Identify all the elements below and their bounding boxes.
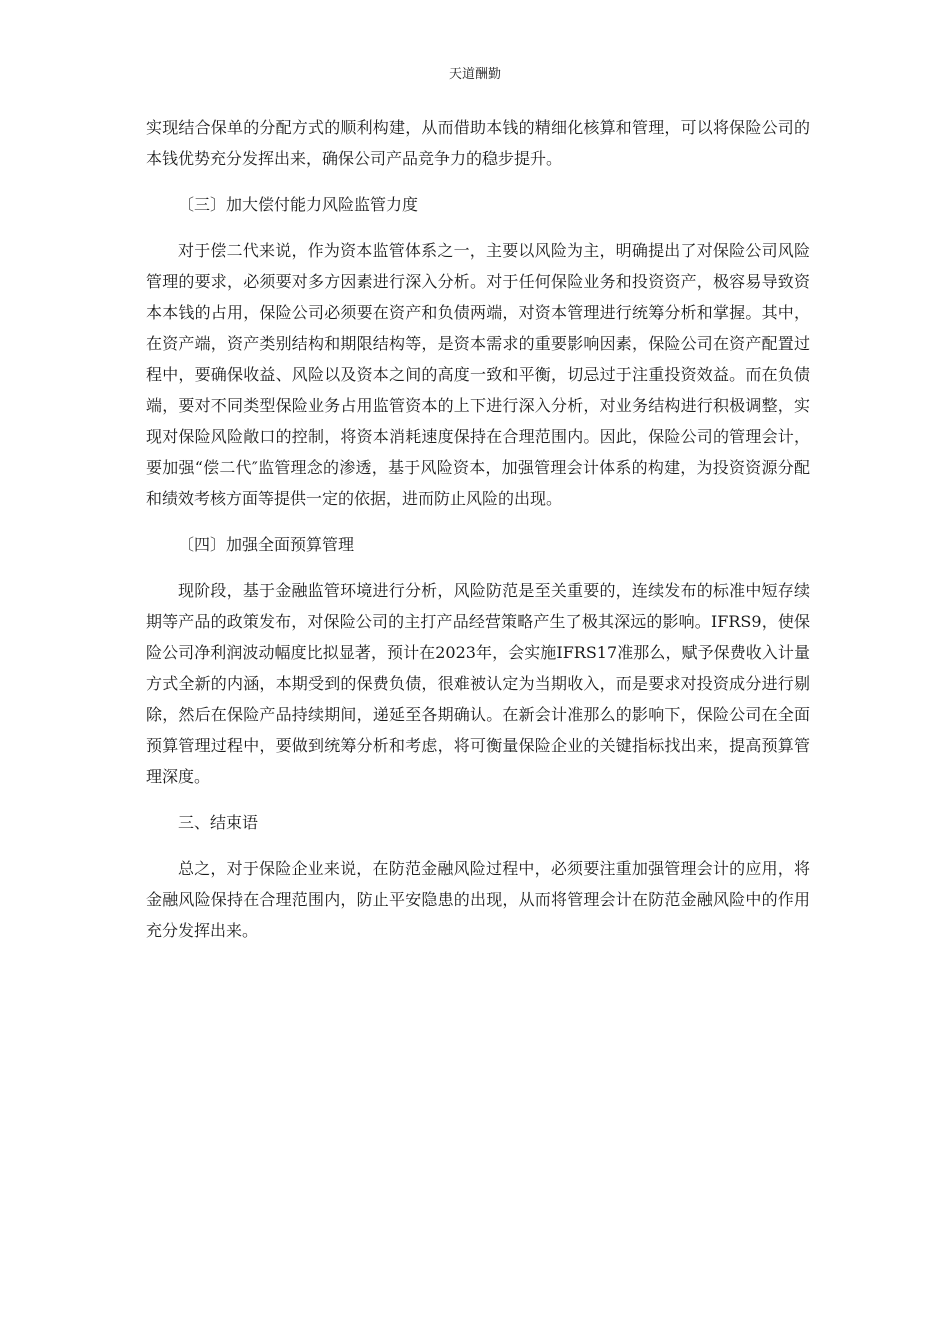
document-body	[146, 112, 810, 961]
section-heading-conclusion: 三、结束语	[178, 813, 259, 832]
paragraph-4: 总之，对于保险企业来说，在防范金融风险过程中，必须要注重加强管理会计的应用，将金融风险保持在合理范围内，防止平安隐患的出现，从而将管理会计在防范金融风险中的作用充分发挥出来。	[146, 859, 810, 940]
section-heading-4: 〔四〕加强全面预算管理	[178, 535, 355, 554]
paragraph-3: 现阶段，基于金融监管环境进行分析，风险防范是至关重要的，连续发布的标准中短存续期等产品的政策发布，对保险公司的主打产品经营策略产生了极其深远的影响。IFRS9，使保险公司净利润波动幅度比拟显著，预计在2023年，会实施IFRS17准那么，赋予保费收入计量方式全新的内涵，本期受到的保费负债，很难被认定为当期收入，而是要求对投资成分进行剔除，然后在保险产品持续期间，递延至各期确认。在新会计准那么的影响下，保险公司在全面预算管理过程中，要做到统筹分析和考虑，将可衡量保险企业的关键指标找出来，提高预算管理深度。	[146, 581, 810, 786]
paragraph-2: 对于偿二代来说，作为资本监管体系之一，主要以风险为主，明确提出了对保险公司风险管理的要求，必须要对多方因素进行深入分析。对于任何保险业务和投资资产，极容易导致资本本钱的占用，保险公司必须要在资产和负债两端，对资本管理进行统筹分析和掌握。其中，在资产端，资产类别结构和期限结构等，是资本需求的重要影响因素，保险公司在资产配置过程中，要确保收益、风险以及资本之间的高度一致和平衡，切忌过于注重投资效益。而在负债端，要对不同类型保险业务占用监管资本的上下进行深入分析，对业务结构进行积极调整，实现对保险风险敞口的控制，将资本消耗速度保持在合理范围内。因此，保险公司的管理会计，要加强“偿二代″监管理念的渗透，基于风险资本，加强管理会计体系的构建，为投资资源分配和绩效考核方面等提供一定的依据，进而防止风险的出现。	[146, 241, 810, 508]
page-header: 天道酬勤	[448, 67, 501, 82]
section-heading-3: 〔三〕加大偿付能力风险监管力度	[178, 195, 419, 214]
paragraph-1: 实现结合保单的分配方式的顺利构建，从而借助本钱的精细化核算和管理，可以将保险公司的本钱优势充分发挥出来，确保公司产品竞争力的稳步提升。	[146, 118, 810, 168]
